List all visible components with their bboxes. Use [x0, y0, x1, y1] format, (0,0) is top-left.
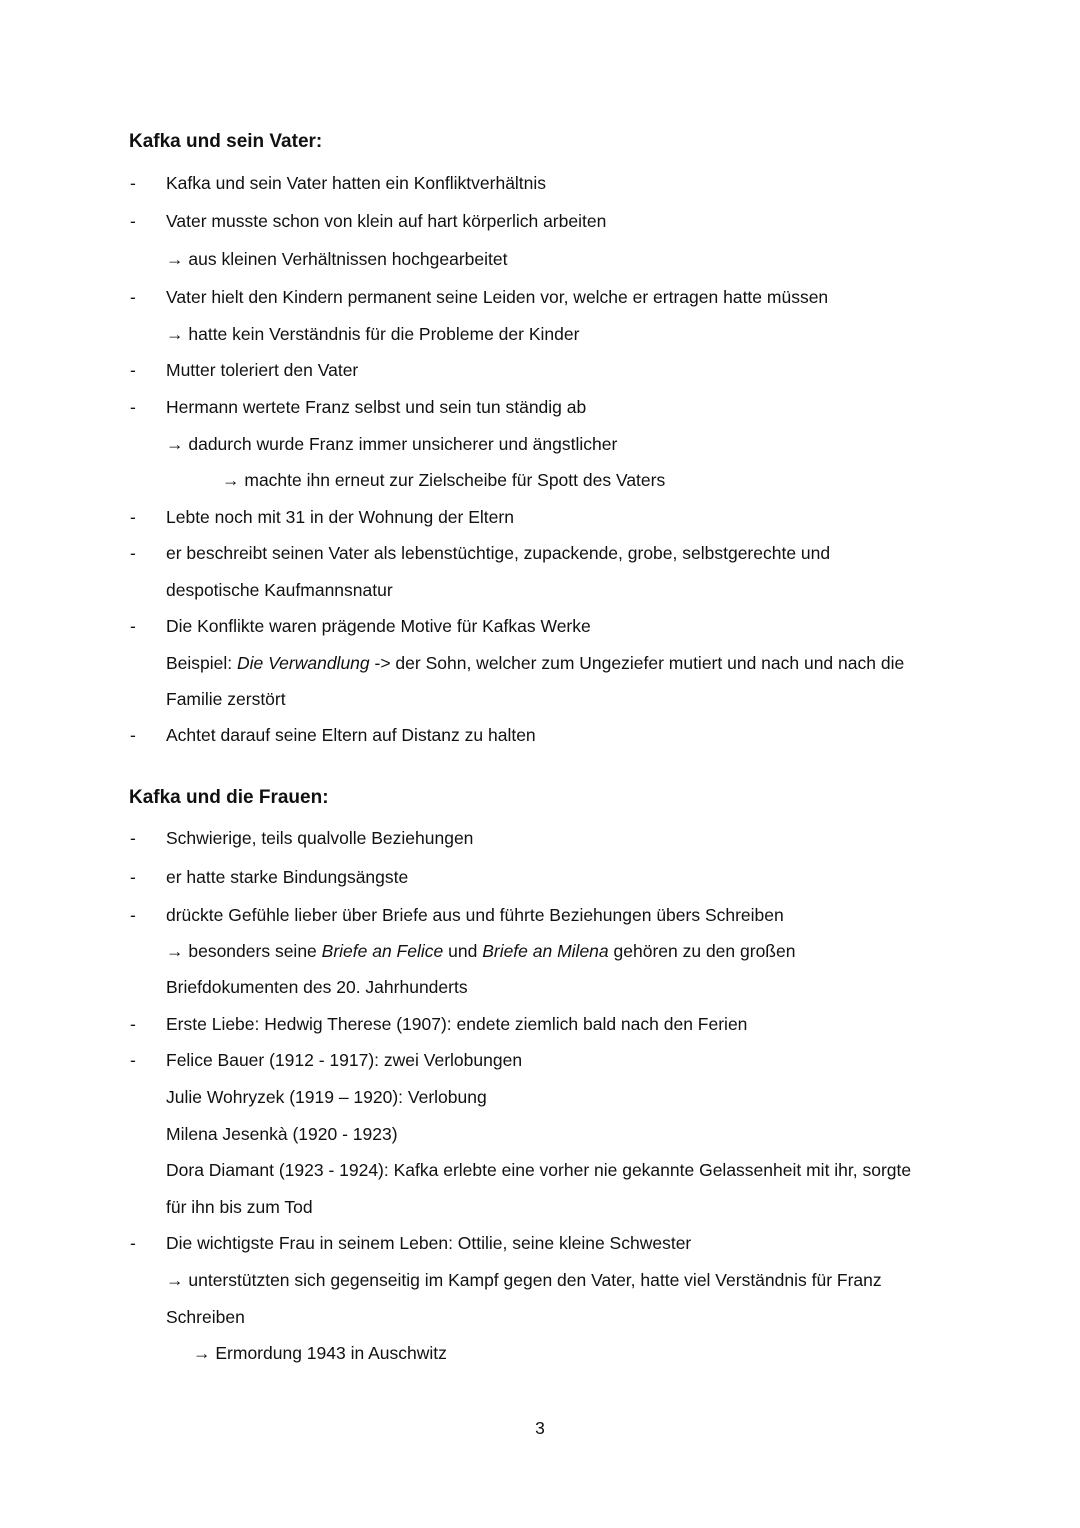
list-subitem-text: → besonders seine Briefe an Felice und Briefe an Milena gehören zu den großen [166, 941, 796, 961]
list-subitem-text: → dadurch wurde Franz immer unsicherer und ängstlicher [166, 434, 618, 454]
bullet-dash: - [130, 867, 136, 887]
list-item [0, 1046, 1080, 1074]
list-item-text: für ihn bis zum Tod [166, 1197, 313, 1217]
list-item-text: er hatte starke Bindungsängste [166, 867, 409, 887]
bullet-dash: - [130, 725, 136, 745]
bullet-dash: - [130, 1014, 136, 1034]
bullet-dash: - [130, 173, 136, 193]
list-item [0, 207, 1080, 235]
bullet-dash: - [130, 507, 136, 527]
list-subitem [0, 320, 1080, 348]
bullet-dash: - [130, 828, 136, 848]
bullet-dash: - [130, 1050, 136, 1070]
list-item-text: Julie Wohryzek (1919 – 1920): Verlobung [166, 1087, 487, 1107]
example-text [166, 649, 904, 677]
list-item-continuation [0, 973, 1080, 1001]
list-item-continuation [0, 1120, 1080, 1148]
list-item-text: Familie zerstört [166, 689, 286, 709]
example-rest: -> der Sohn, welcher zum Ungeziefer mutiert und nach und nach die [369, 653, 905, 673]
list-subitem-nested [0, 1339, 1080, 1367]
list-item-text: despotische Kaufmannsnatur [166, 580, 393, 600]
list-item [0, 1010, 1080, 1038]
section-heading-father: Kafka und sein Vater: [129, 131, 323, 152]
list-item-continuation [0, 1193, 1080, 1221]
list-subitem-text: → aus kleinen Verhältnissen hochgearbeitet [166, 249, 508, 269]
work-title: Briefe an Felice [321, 941, 444, 961]
list-item-continuation [0, 1156, 1080, 1184]
list-item-continuation [0, 1083, 1080, 1111]
list-item [0, 539, 1080, 567]
list-item-text: Lebte noch mit 31 in der Wohnung der Eltern [166, 507, 514, 527]
list-item-text: Dora Diamant (1923 - 1924): Kafka erlebte eine vorher nie gekannte Gelassenheit mit ihr, sorgte [166, 1160, 912, 1180]
list-item-text: Hermann wertete Franz selbst und sein tun ständig ab [166, 397, 587, 417]
list-item [0, 824, 1080, 852]
list-item-text: drückte Gefühle lieber über Briefe aus und führte Beziehungen übers Schreiben [166, 905, 784, 925]
bullet-dash: - [130, 543, 136, 563]
list-item [0, 393, 1080, 421]
list-item [0, 169, 1080, 197]
list-item [0, 863, 1080, 891]
list-item-continuation [0, 685, 1080, 713]
list-item-text: Die Konflikte waren prägende Motive für Kafkas Werke [166, 616, 591, 636]
list-item-text: Mutter toleriert den Vater [166, 360, 359, 380]
list-subitem [0, 430, 1080, 458]
bullet-dash: - [130, 1233, 136, 1253]
list-item [0, 356, 1080, 384]
list-item-text: Die wichtigste Frau in seinem Leben: Ottilie, seine kleine Schwester [166, 1233, 692, 1253]
list-item-text: Schwierige, teils qualvolle Beziehungen [166, 828, 474, 848]
bullet-dash: - [130, 287, 136, 307]
list-item [0, 1229, 1080, 1257]
bullet-dash: - [130, 397, 136, 417]
list-item-text: Kafka und sein Vater hatten ein Konfliktverhältnis [166, 173, 547, 193]
list-subitem-text: → unterstützten sich gegenseitig im Kampf gegen den Vater, hatte viel Verständnis für Franz [166, 1270, 882, 1290]
list-item-text: Vater hielt den Kindern permanent seine Leiden vor, welche er ertragen hatte müssen [166, 287, 829, 307]
list-item-text: er beschreibt seinen Vater als lebenstüchtige, zupackende, grobe, selbstgerechte und [166, 543, 831, 563]
list-item-text: Schreiben [166, 1307, 245, 1327]
list-item-text: Milena Jesenkà (1920 - 1923) [166, 1124, 398, 1144]
list-subitem [0, 245, 1080, 273]
list-subitem-nested [0, 466, 1080, 494]
list-item [0, 503, 1080, 531]
section-heading-women: Kafka und die Frauen: [129, 787, 329, 808]
list-item-example [0, 649, 1080, 677]
bullet-dash: - [130, 616, 136, 636]
work-title: Die Verwandlung [237, 653, 370, 673]
list-item-text: Briefdokumenten des 20. Jahrhunderts [166, 977, 468, 997]
example-label: Beispiel: [166, 653, 238, 673]
list-subitem-text: → hatte kein Verständnis für die Probleme der Kinder [166, 324, 580, 344]
list-item [0, 901, 1080, 929]
list-item-text: Felice Bauer (1912 - 1917): zwei Verlobungen [166, 1050, 523, 1070]
list-subitem-text: → machte ihn erneut zur Zielscheibe für Spott des Vaters [222, 470, 666, 490]
bullet-dash: - [130, 905, 136, 925]
bullet-dash: - [130, 360, 136, 380]
list-item [0, 612, 1080, 640]
list-subitem [0, 937, 1080, 965]
list-item-continuation [0, 1303, 1080, 1331]
list-subitem-text: → Ermordung 1943 in Auschwitz [193, 1343, 447, 1363]
list-item-continuation [0, 576, 1080, 604]
list-item [0, 721, 1080, 749]
list-item-text: Vater musste schon von klein auf hart körperlich arbeiten [166, 211, 607, 231]
bullet-dash: - [130, 211, 136, 231]
list-item-text: Erste Liebe: Hedwig Therese (1907): endete ziemlich bald nach den Ferien [166, 1014, 748, 1034]
list-subitem [0, 1266, 1080, 1294]
list-item-text: Achtet darauf seine Eltern auf Distanz zu halten [166, 725, 536, 745]
page-number: 3 [535, 1418, 545, 1438]
work-title: Briefe an Milena [482, 941, 609, 961]
list-item [0, 283, 1080, 311]
